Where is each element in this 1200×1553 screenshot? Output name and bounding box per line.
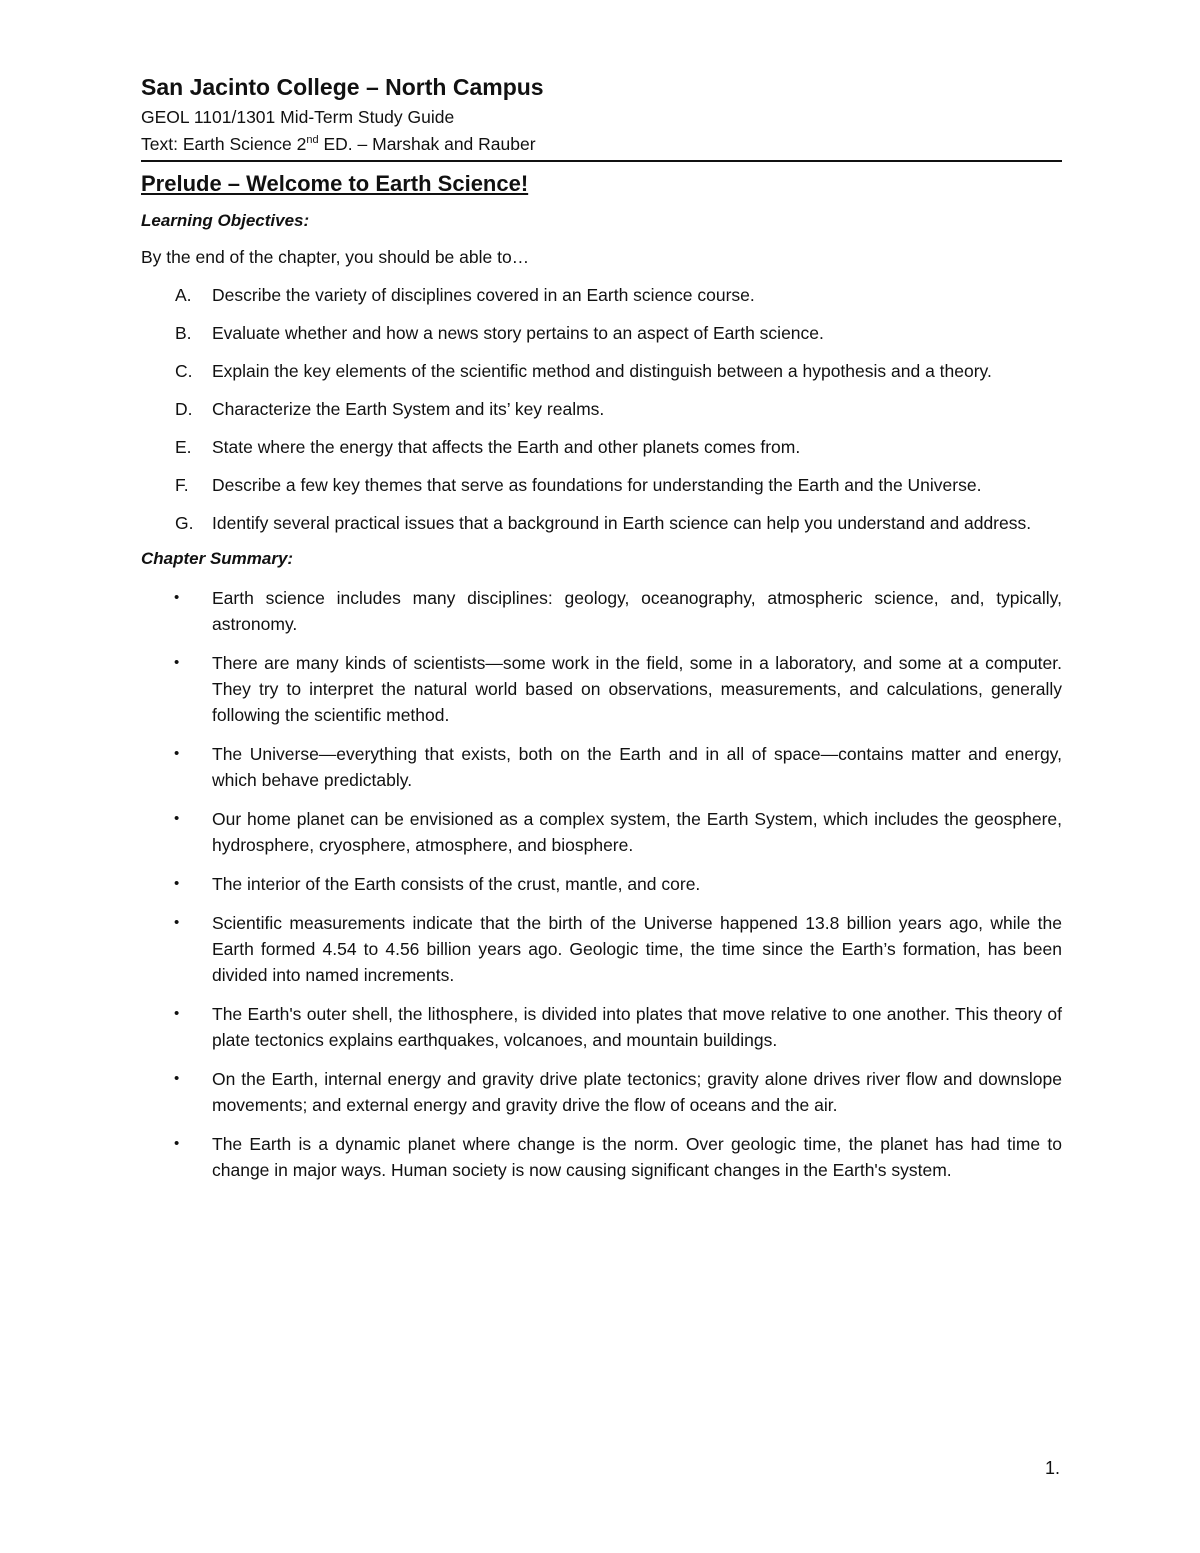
objective-letter: F. bbox=[175, 475, 189, 495]
summary-item bbox=[141, 806, 1062, 858]
bullet-icon: • bbox=[174, 589, 180, 606]
objective-letter: G. bbox=[175, 513, 194, 533]
summary-text: There are many kinds of scientists—some work in the field, some in a laboratory, and some at a computer. They try to interpret the natural world based on observations, measurements, and calculations, generally following the scientific method. bbox=[212, 653, 1062, 725]
objective-text: Describe a few key themes that serve as foundations for understanding the Earth and the Universe. bbox=[212, 475, 982, 495]
textbook-prefix: Text: Earth Science 2 bbox=[141, 134, 307, 154]
objective-text: State where the energy that affects the Earth and other planets comes from. bbox=[212, 437, 801, 457]
textbook-suffix: ED. – Marshak and Rauber bbox=[318, 134, 536, 154]
objective-item bbox=[141, 358, 1062, 384]
summary-item bbox=[141, 1066, 1062, 1118]
objectives-list bbox=[141, 282, 1062, 536]
summary-item bbox=[141, 585, 1062, 637]
summary-list bbox=[141, 585, 1062, 1183]
objective-letter: E. bbox=[175, 437, 192, 457]
summary-text: On the Earth, internal energy and gravity drive plate tectonics; gravity alone drives river flow and downslope movements; and external energy and gravity drive the flow of oceans and the air. bbox=[212, 1069, 1062, 1115]
objective-text: Identify several practical issues that a background in Earth science can help you understand and address. bbox=[212, 513, 1032, 533]
textbook-line bbox=[141, 131, 1062, 158]
summary-text: Earth science includes many disciplines: geology, oceanography, atmospheric science, and, typically, astronomy. bbox=[212, 588, 1062, 634]
objective-item bbox=[141, 472, 1062, 498]
bullet-icon: • bbox=[174, 1005, 180, 1022]
objectives-lead: By the end of the chapter, you should be able to… bbox=[141, 247, 530, 267]
bullet-icon: • bbox=[174, 1135, 180, 1152]
chapter-summary-heading: Chapter Summary: bbox=[141, 549, 294, 568]
objective-text: Characterize the Earth System and its’ key realms. bbox=[212, 399, 605, 419]
objective-item bbox=[141, 282, 1062, 308]
summary-item bbox=[141, 1131, 1062, 1183]
textbook-edition-suffix: nd bbox=[306, 134, 319, 147]
bullet-icon: • bbox=[174, 654, 180, 671]
summary-text: Our home planet can be envisioned as a complex system, the Earth System, which includes the geosphere, hydrosphere, cryosphere, atmosphere, and biosphere. bbox=[212, 809, 1062, 855]
objective-item bbox=[141, 396, 1062, 422]
objective-text: Explain the key elements of the scientific method and distinguish between a hypothesis and a theory. bbox=[212, 361, 992, 381]
objective-letter: C. bbox=[175, 361, 193, 381]
objective-item bbox=[141, 434, 1062, 460]
summary-text: Scientific measurements indicate that the birth of the Universe happened 13.8 billion years ago, while the Earth formed 4.54 to 4.56 billion years ago. Geologic time, the time since the Earth’s formation, has been divided into named increments. bbox=[212, 913, 1062, 985]
course-title: GEOL 1101/1301 Mid-Term Study Guide bbox=[141, 107, 455, 127]
learning-objectives-heading: Learning Objectives: bbox=[141, 211, 310, 230]
objective-text: Evaluate whether and how a news story pertains to an aspect of Earth science. bbox=[212, 323, 824, 343]
summary-item bbox=[141, 650, 1062, 728]
college-title: San Jacinto College – North Campus bbox=[141, 74, 544, 100]
chapter-title: Prelude – Welcome to Earth Science! bbox=[141, 171, 529, 196]
summary-item bbox=[141, 1001, 1062, 1053]
bullet-icon: • bbox=[174, 875, 180, 892]
bullet-icon: • bbox=[174, 914, 180, 931]
bullet-icon: • bbox=[174, 1070, 180, 1087]
objective-item bbox=[141, 320, 1062, 346]
summary-text: The Universe—everything that exists, both on the Earth and in all of space—contains matter and energy, which behave predictably. bbox=[212, 744, 1062, 790]
summary-text: The interior of the Earth consists of the crust, mantle, and core. bbox=[212, 874, 701, 894]
summary-item bbox=[141, 871, 1062, 897]
bullet-icon: • bbox=[174, 810, 180, 827]
summary-text: The Earth is a dynamic planet where change is the norm. Over geologic time, the planet has had time to change in major ways. Human society is now causing significant changes in the Earth's system. bbox=[212, 1134, 1062, 1180]
header-divider bbox=[141, 160, 1062, 162]
summary-item bbox=[141, 910, 1062, 988]
objective-letter: A. bbox=[175, 285, 192, 305]
summary-text: The Earth's outer shell, the lithosphere, is divided into plates that move relative to one another. This theory of plate tectonics explains earthquakes, volcanoes, and mountain buildings. bbox=[212, 1004, 1062, 1050]
summary-item bbox=[141, 741, 1062, 793]
objective-letter: B. bbox=[175, 323, 192, 343]
bullet-icon: • bbox=[174, 745, 180, 762]
document-page bbox=[141, 70, 1062, 1183]
objective-letter: D. bbox=[175, 399, 193, 419]
objective-item bbox=[141, 510, 1062, 536]
page-number: 1. bbox=[1044, 1458, 1060, 1478]
objective-text: Describe the variety of disciplines covered in an Earth science course. bbox=[212, 285, 755, 305]
